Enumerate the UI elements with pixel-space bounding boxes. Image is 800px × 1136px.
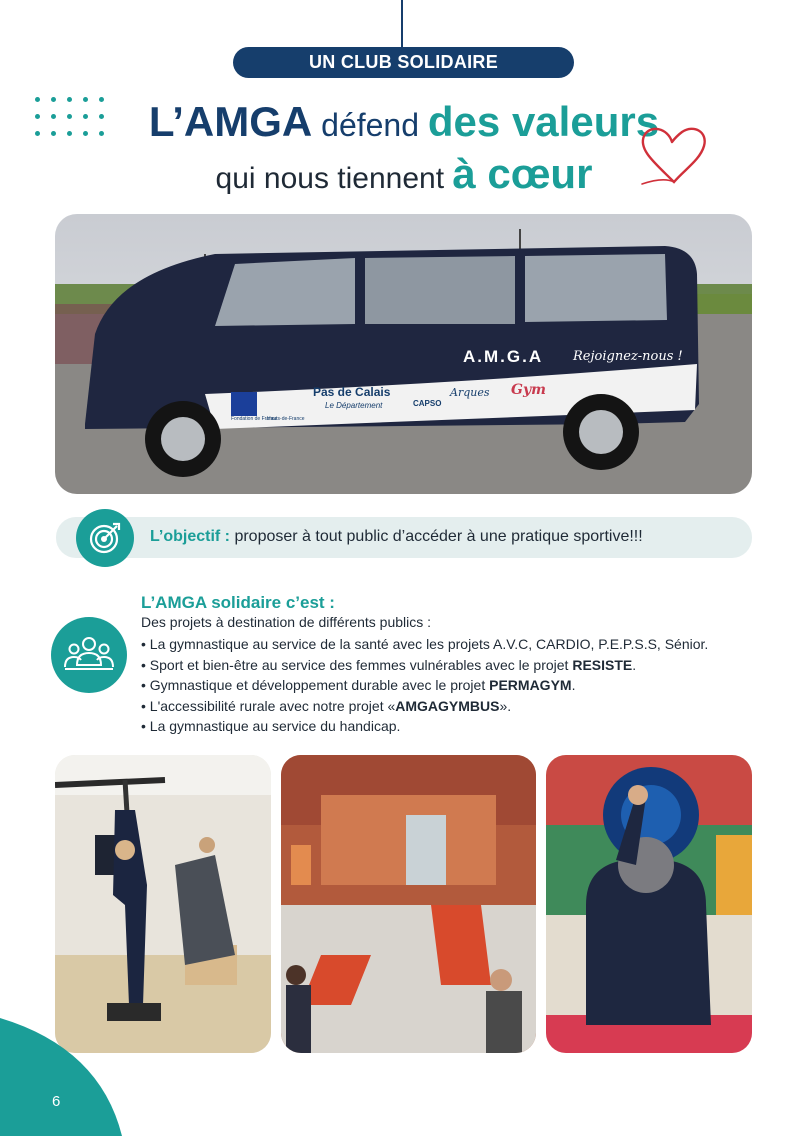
list-item: • La gymnastique au service du handicap. bbox=[141, 716, 708, 737]
solidaire-intro: Des projets à destination de différents publics : bbox=[141, 614, 432, 630]
van-brand-text: A.M.G.A bbox=[463, 347, 544, 366]
van-photo bbox=[55, 214, 752, 494]
title-coeur: à cœur bbox=[452, 150, 593, 197]
van-sponsor-fondation: Fondation de France bbox=[231, 416, 278, 422]
section-badge bbox=[233, 47, 574, 78]
section-badge-label: UN CLUB SOLIDAIRE bbox=[308, 52, 499, 72]
title-amga: L’AMGA bbox=[148, 98, 313, 145]
van-sponsor-pdc-sub: Le Département bbox=[325, 401, 383, 410]
van-sponsor-gym: Gym bbox=[511, 382, 546, 398]
list-item: • L'accessibilité rurale avec notre projet «AMGAGYMBUS». bbox=[141, 696, 708, 717]
target-icon bbox=[76, 509, 134, 567]
gym-photo-hall bbox=[281, 755, 536, 1053]
page-corner-decoration bbox=[0, 1018, 122, 1136]
van-sponsor-hdf: Hauts-de-France bbox=[267, 416, 305, 422]
gym-photo-fitness bbox=[55, 755, 271, 1053]
title-qui: qui nous tiennent bbox=[215, 162, 453, 195]
objective-text bbox=[150, 528, 643, 546]
group-icon bbox=[51, 617, 127, 693]
list-item: • La gymnastique au service de la santé avec les projets A.V.C, CARDIO, P.E.P.S.S, Sénior. bbox=[141, 634, 708, 655]
van-slogan-text: Rejoignez-nous ! bbox=[573, 349, 683, 364]
objective-label: L’objectif : bbox=[150, 528, 230, 545]
van-sponsor-capso: CAPSO bbox=[413, 399, 442, 408]
list-item: • Sport et bien-être au service des femmes vulnérables avec le projet RESISTE. bbox=[141, 655, 708, 676]
solidaire-title: L’AMGA solidaire c’est : bbox=[141, 593, 335, 612]
heart-icon bbox=[638, 120, 710, 190]
objective-description: proposer à tout public d’accéder à une pratique sportive!!! bbox=[230, 528, 643, 545]
solidaire-list bbox=[141, 634, 708, 737]
gym-photo-handicap bbox=[546, 755, 752, 1053]
page-number: 6 bbox=[52, 1093, 61, 1110]
van-sponsor-pdc: Pas de Calais bbox=[313, 385, 391, 399]
van-sponsor-arques: Arques bbox=[450, 386, 490, 399]
list-item: • Gymnastique et développement durable avec le projet PERMAGYM. bbox=[141, 675, 708, 696]
title-defend: défend bbox=[312, 107, 428, 143]
header-line bbox=[401, 0, 403, 48]
title-valeurs: des valeurs bbox=[427, 98, 660, 145]
